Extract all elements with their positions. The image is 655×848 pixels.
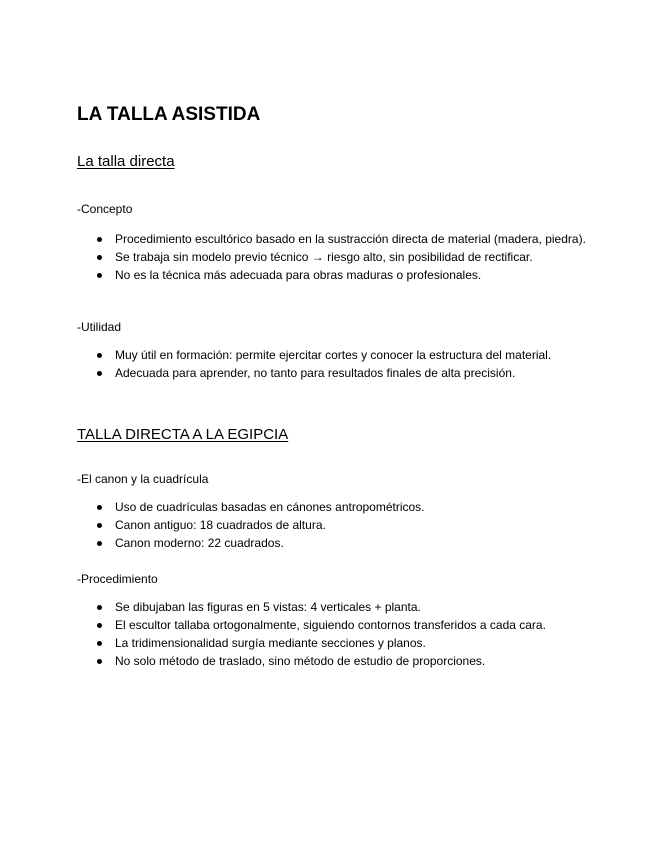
list-item: El escultor tallaba ortogonalmente, siguiendo contornos transferidos a cada cara. xyxy=(77,617,587,634)
list-item: No solo método de traslado, sino método de estudio de proporciones. xyxy=(77,653,587,670)
list-item: Se dibujaban las figuras en 5 vistas: 4 verticales + planta. xyxy=(77,599,587,616)
subheading-procedimiento: -Procedimiento xyxy=(77,572,158,586)
list-item: Uso de cuadrículas basadas en cánones antropométricos. xyxy=(77,499,587,516)
utilidad-list xyxy=(77,347,587,383)
subheading-utilidad: -Utilidad xyxy=(77,320,122,334)
list-item: Procedimiento escultórico basado en la sustracción directa de material (madera, piedra). xyxy=(77,231,587,248)
procedimiento-list xyxy=(77,599,587,671)
concepto-list xyxy=(77,231,587,285)
list-item: Canon antiguo: 18 cuadrados de altura. xyxy=(77,517,587,534)
list-item: Adecuada para aprender, no tanto para resultados finales de alta precisión. xyxy=(77,365,587,382)
list-item: La tridimensionalidad surgía mediante secciones y planos. xyxy=(77,635,587,652)
list-item: Se trabaja sin modelo previo técnico → riesgo alto, sin posibilidad de rectificar. xyxy=(77,249,587,266)
subheading-canon-cuadricula: -El canon y la cuadrícula xyxy=(77,472,209,486)
list-item: Canon moderno: 22 cuadrados. xyxy=(77,535,587,552)
subheading-concepto: -Concepto xyxy=(77,202,133,216)
list-item: No es la técnica más adecuada para obras maduras o profesionales. xyxy=(77,267,587,284)
document-title: LA TALLA ASISTIDA xyxy=(77,104,261,125)
list-item: Muy útil en formación: permite ejercitar cortes y conocer la estructura del material. xyxy=(77,347,587,364)
canon-list xyxy=(77,499,587,553)
section-heading-talla-directa: La talla directa xyxy=(77,153,175,170)
section-heading-talla-egipcia: TALLA DIRECTA A LA EGIPCIA xyxy=(77,426,289,443)
